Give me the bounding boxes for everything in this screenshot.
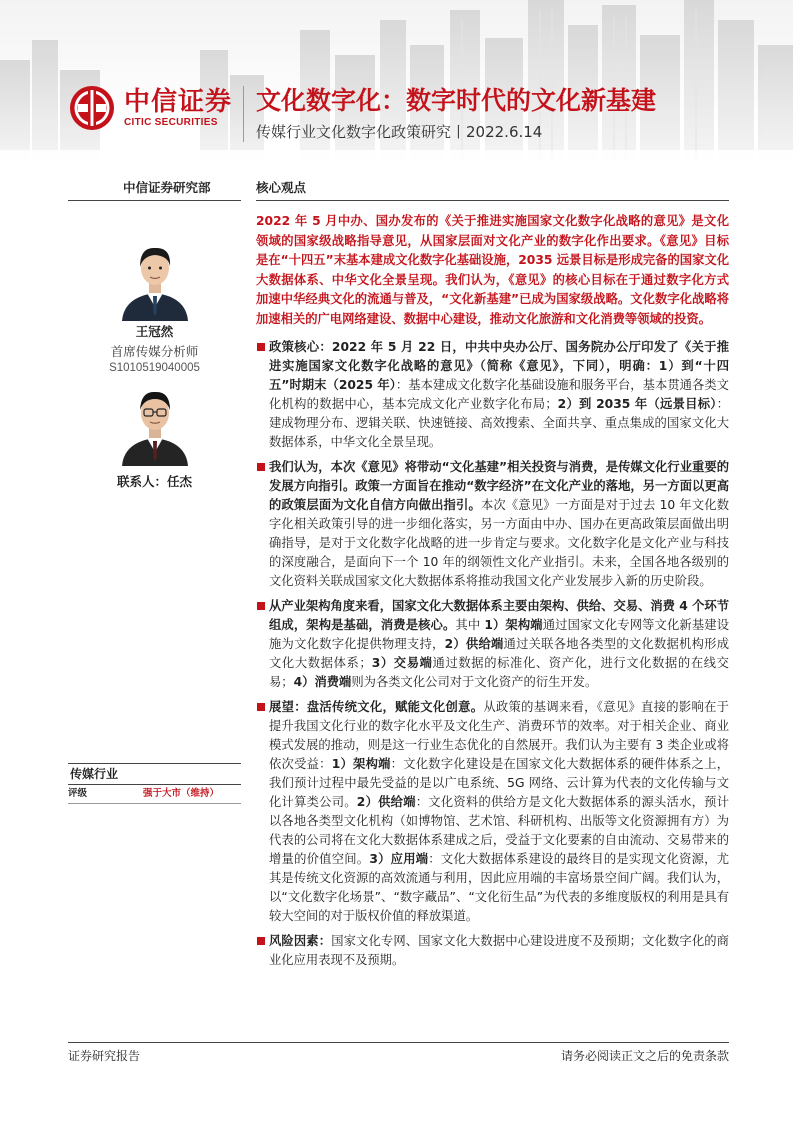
- sidebar-divider: [68, 200, 241, 201]
- policy-core-lead: 政策核心：2022 年 5 月 22 日，中共中央办公厅、国务院办公厅印发了《关于推进实施国家文化数字化战略的意见》（简称《意见》，下同），明确：1）到“十四五”时期末（2025 年）: [269, 340, 729, 392]
- policy-core-text-2: ：建成物理分布、逻辑关联、快速链接、高效搜索、全面共享、重点集成的国家文化大数据体系，中华文化全景呈现。: [269, 397, 729, 449]
- sidebar: [68, 178, 241, 490]
- architecture-text-2: 通过国家文化专网等文化新基建设施为文化数字化提供物理支持，: [269, 618, 729, 651]
- core-views-section: [256, 178, 729, 970]
- bullet-investment-view: [256, 458, 729, 591]
- report-header: [0, 0, 793, 178]
- outlook-text-3: ：文化资料的供给方是文化大数据体系的源头活水，预计以各地各类型文化机构（如博物馆、艺术馆、科研机构、出版等文化资源拥有方）为代表的公司将在文化大数据体系建成之后，受益于文化要素的自由流动、交易带来的增量的价值空间。: [269, 795, 729, 866]
- outlook-architecture-label: 1）架构端: [331, 757, 391, 771]
- trade-end-label: 3）交易端: [371, 656, 433, 670]
- architecture-text-4: 通过数据的标准化、资产化，进行文化数据的在线交易；: [269, 656, 729, 689]
- bullet-risk-factors: [256, 932, 729, 970]
- citic-emblem-icon: [68, 84, 116, 132]
- logo-english-name: CITIC SECURITIES: [124, 117, 218, 128]
- logo-chinese-name: 中信证券: [124, 87, 233, 117]
- citic-logo: [68, 84, 232, 132]
- outlook-application-label: 3）应用端: [369, 852, 429, 866]
- core-views-heading: 核心观点: [256, 180, 307, 195]
- consumption-end-label: 4）消费端: [293, 675, 352, 689]
- investment-view-lead: 我们认为，本次《意见》将带动“文化基建”相关投资与消费，是传媒文化行业重要的发展方向指引。政策一方面旨在推动“数字经济”在文化产业的落地，另一方面以更高的政策层面为文化自信方向做出指引。: [269, 460, 729, 512]
- bullet-policy-core: [256, 338, 729, 452]
- report-subtitle: 传媒行业文化数字化政策研究丨2022.6.14: [256, 123, 543, 141]
- industry-title: 传媒行业: [70, 767, 119, 781]
- risk-lead: 风险因素：: [269, 934, 332, 948]
- outlook-text-2: ：文化数字化建设是在国家文化大数据体系的硬件体系之上，我们预计过程中最先受益的是以广电系统、5G 网络、云计算为代表的文化传输与文化计算类公司。: [269, 757, 729, 809]
- contact-card: [68, 386, 241, 490]
- risk-text: 国家文化专网、国家文化大数据中心建设进度不及预期；文化数字化的商业化应用表现不及预期。: [269, 934, 729, 967]
- rating-row: [68, 785, 241, 803]
- architecture-text-5: 则为各类文化公司对于文化资产的衍生开发。: [351, 675, 598, 689]
- main-divider: [256, 200, 729, 201]
- outlook-lead: 展望：盘活传统文化，赋能文化创意。: [269, 700, 484, 714]
- research-dept-heading: 中信证券研究部: [123, 180, 211, 195]
- summary-paragraph: 2022 年 5 月中办、国办发布的《关于推进实施国家文化数字化战略的意见》是文化领域的国家级战略指导意见，从国家层面对文化产业的数字化作出要求。《意见》目标是在“十四五”末基本建成文化数字化基础设施，2035 远景目标是形成完备的国家文化大数据体系、中华文化全景呈现。我们认为，《意见》的核心目标在于通过数字化方式加速中华经典文化的流通与普及，“文化新基建”已成为国家级战略。文化数字化战略将加速相关的广电网络建设、数据中心建设，推动文化旅游和文化消费等领域的投资。: [256, 214, 729, 326]
- analyst-card: [68, 241, 241, 374]
- contact-photo-avatar: [120, 386, 190, 466]
- architecture-end-label: 1）架构端: [484, 618, 543, 632]
- outlook-text-4: ：文化大数据体系建设的最终目的是实现文化资源，尤其是传统文化资源的高效流通与利用，因此应用端的丰富场景空间广阔。我们认为，以“文化数字化场景”、“数字藏品”、“文化衍生品”为代表的多维度版权的利用是具有较大空间的对于版权价值的释放渠道。: [269, 852, 729, 923]
- contact-person: 联系人：任杰: [116, 474, 192, 489]
- analyst-role: 首席传媒分析师: [110, 344, 199, 359]
- footer-report-type: 证券研究报告: [68, 1049, 141, 1063]
- bullet-outlook: [256, 698, 729, 926]
- title-divider: [243, 86, 244, 142]
- investment-view-text: 本次《意见》一方面是对于过去 10 年文化数字化相关政策引导的进一步细化落实，另一方面由中办、国办在更高政策层面做出明确指导，是对于文化数字化战略的进一步肯定与要求。文化数字化是文化产业与科技的深度融合，是面向下一个 10 年的纲领性文化产业指引。未来，全国各地各级别的文化资料关联成国家文化大数据体系将推动我国文化产业发展步入新的历史阶段。: [269, 498, 729, 588]
- architecture-text-1: 其中: [455, 618, 485, 632]
- policy-core-text-1: ：基本建成文化数字化基础设施和服务平台，基本贯通各类文化机构的数据中心，基本完成文化产业数字化布局；: [269, 378, 729, 411]
- analyst-license-number: S1010519040005: [109, 362, 200, 374]
- outlook-supply-label: 2）供给端: [356, 795, 416, 809]
- analyst-photo-avatar: [120, 241, 190, 321]
- industry-rating-box: [68, 763, 241, 804]
- architecture-text-3: 通过关联各地各类型的文化数据机构形成文化大数据体系；: [269, 637, 729, 670]
- architecture-lead: 从产业架构角度来看，国家文化大数据体系主要由架构、供给、交易、消费 4 个环节组成，架构是基础，消费是核心。: [269, 599, 729, 632]
- rating-label: 评级: [68, 788, 88, 799]
- bullet-industry-architecture: [256, 597, 729, 692]
- industry-bottom-divider: [68, 803, 241, 804]
- footer-divider: [68, 1042, 729, 1043]
- report-title: 文化数字化：数字时代的文化新基建: [256, 86, 657, 115]
- outlook-text-1: 从政策的基调来看，《意见》直接的影响在于提升我国文化行业的数字化水平及文化生产、消费环节的效率。对于相关企业、商业模式发展的推动，则是这一行业生态优化的自然展开。我们认为主要有 3 类企业或将依次受益：: [269, 700, 729, 771]
- supply-end-label: 2）供给端: [444, 637, 504, 651]
- footer-disclaimer: 请务必阅读正文之后的免责条款: [560, 1049, 729, 1063]
- rating-value: 强于大市（维持）: [143, 788, 220, 799]
- policy-core-2035-label: 2）到 2035 年（远景目标）: [557, 397, 717, 411]
- analyst-name: 王冠然: [135, 324, 174, 339]
